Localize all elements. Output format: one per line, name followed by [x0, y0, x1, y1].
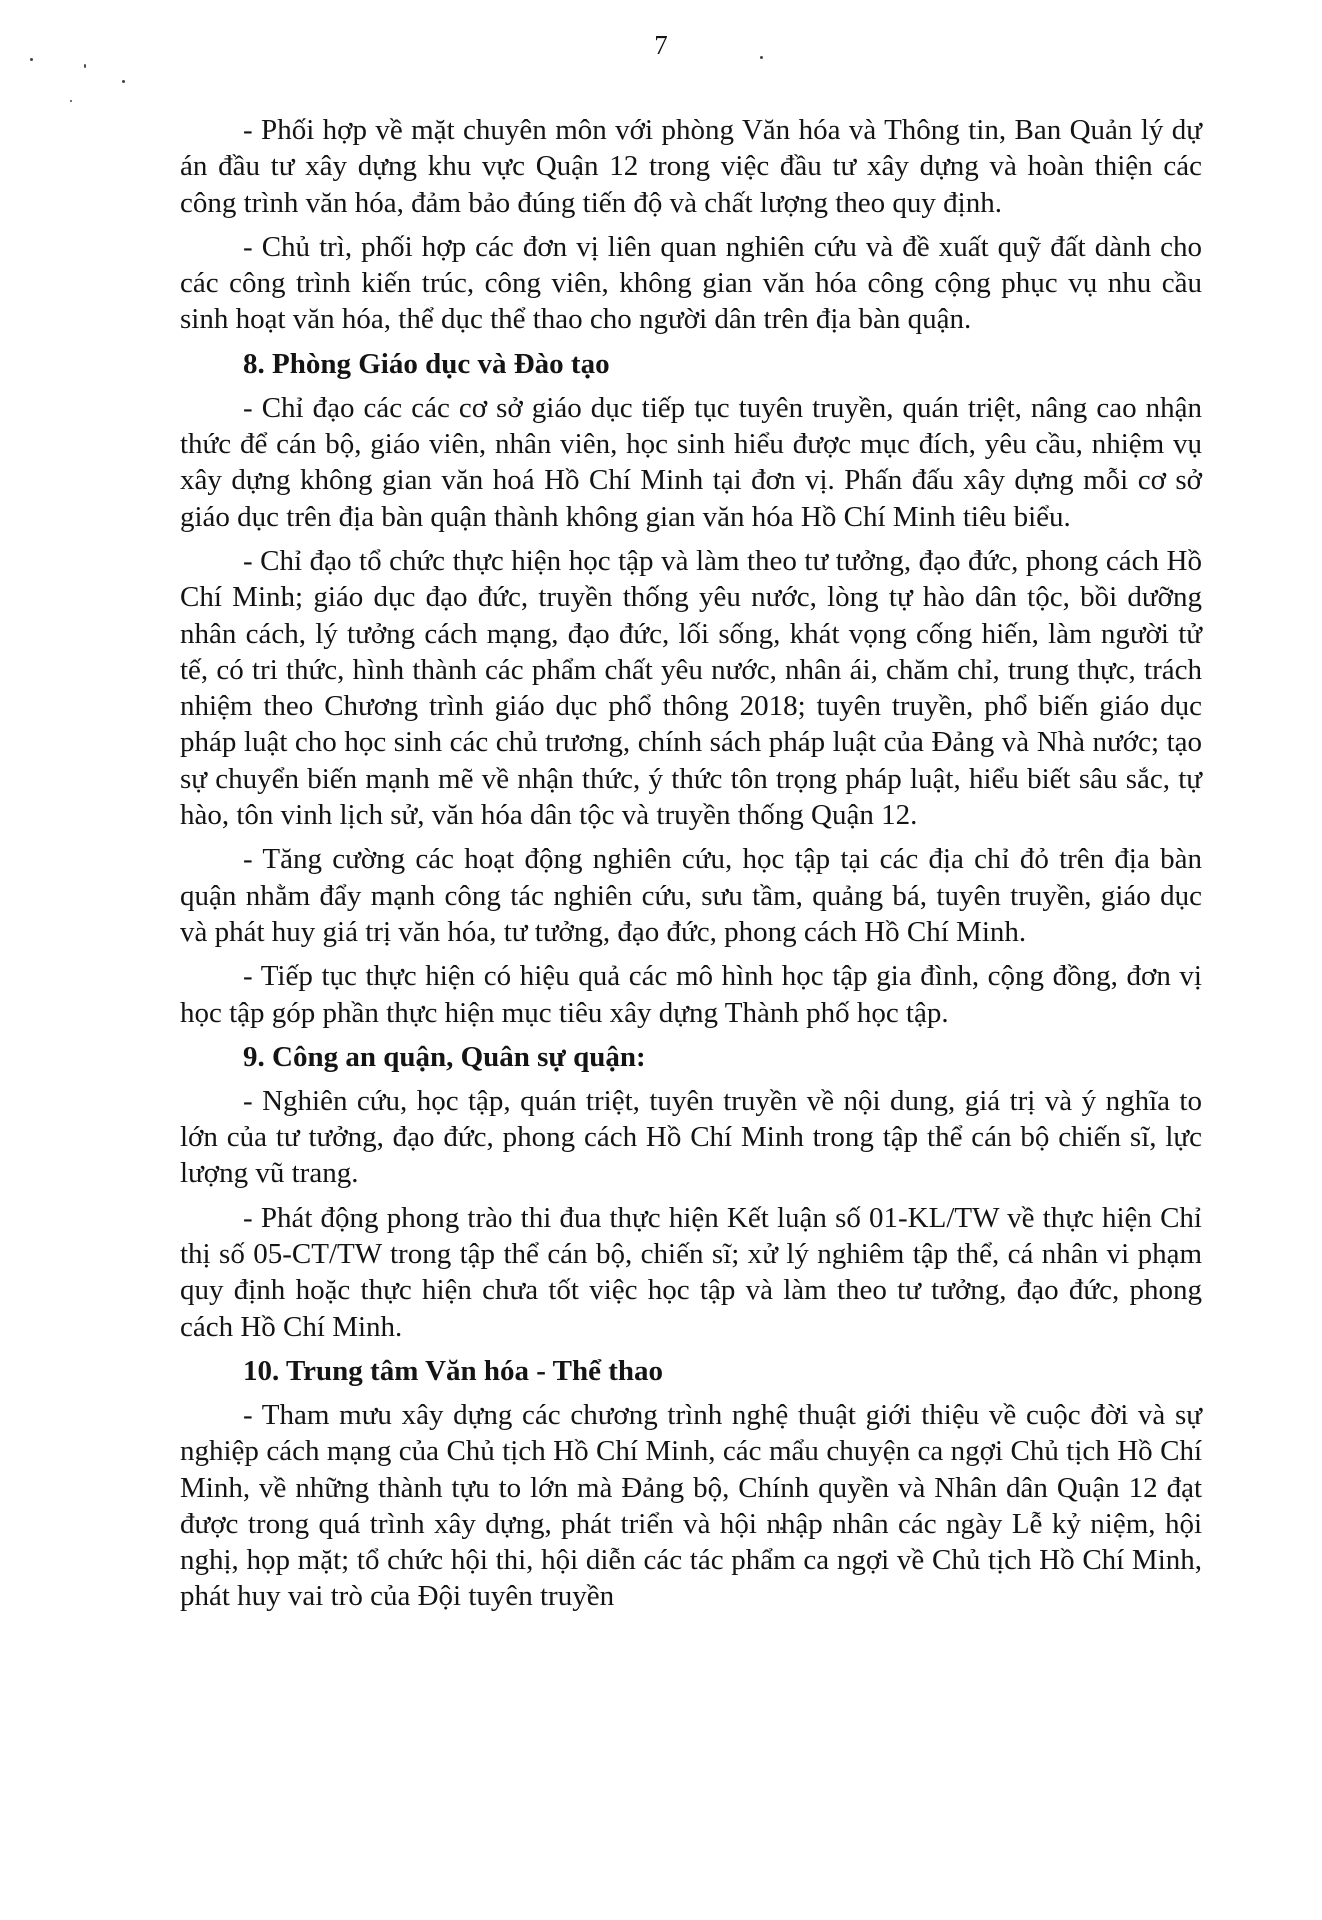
body-paragraph: - Phát động phong trào thi đua thực hiện Kết luận số 01-KL/TW về thực hiện Chỉ thị số 05-CT/TW trong tập thể cán bộ, chiến sĩ; xử lý nghiêm tập thể, cá nhân vi phạm quy định hoặc thực hiện chưa tốt việc học tập và làm theo tư tưởng, đạo đức, phong cách Hồ Chí Minh.	[180, 1201, 1202, 1343]
body-paragraph: - Tiếp tục thực hiện có hiệu quả các mô hình học tập gia đình, cộng đồng, đơn vị học tập góp phần thực hiện mục tiêu xây dựng Thành phố học tập.	[180, 960, 1202, 1029]
body-paragraph: - Nghiên cứu, học tập, quán triệt, tuyên truyền về nội dung, giá trị và ý nghĩa to lớn của tư tưởng, đạo đức, phong cách Hồ Chí Minh trong tập thể cán bộ chiến sĩ, lực lượng vũ trang.	[180, 1084, 1202, 1190]
section-heading: 9. Công an quận, Quân sự quận:	[243, 1040, 646, 1073]
body-paragraph: - Tăng cường các hoạt động nghiên cứu, học tập tại các địa chỉ đỏ trên địa bàn quận nhằm đẩy mạnh công tác nghiên cứu, sưu tầm, quảng bá, tuyên truyền, giáo dục và phát huy giá trị văn hóa, tư tưởng, đạo đức, phong cách Hồ Chí Minh.	[180, 843, 1202, 948]
body-paragraph: - Chỉ đạo tổ chức thực hiện học tập và làm theo tư tưởng, đạo đức, phong cách Hồ Chí Minh; giáo dục đạo đức, truyền thống yêu nước, lòng tự hào dân tộc, bồi dưỡng nhân cách, lý tưởng cách mạng, đạo đức, lối sống, khát vọng cống hiến, làm người tử tế, có tri thức, hình thành các phẩm chất yêu nước, nhân ái, chăm chỉ, trung thực, trách nhiệm theo Chương trình giáo dục phổ thông 2018; tuyên truyền, phổ biến giáo dục pháp luật cho học sinh các chủ trương, chính sách pháp luật của Đảng và Nhà nước; tạo sự chuyển biến mạnh mẽ về nhận thức, ý thức tôn trọng pháp luật, hiểu biết sâu sắc, tự hào, tôn vinh lịch sử, văn hóa dân tộc và truyền thống Quận 12.	[180, 544, 1202, 832]
body-paragraph: - Tham mưu xây dựng các chương trình nghệ thuật giới thiệu về cuộc đời và sự nghiệp cách mạng của Chủ tịch Hồ Chí Minh, các mẩu chuyện ca ngợi Chủ tịch Hồ Chí Minh, về những thành tựu to lớn mà Đảng bộ, Chính quyền và Nhân dân Quận 12 đạt được trong quá trình xây dựng, phát triển và hội nhập nhân các ngày Lễ kỷ niệm, hội nghị, họp mặt; tổ chức hội thi, hội diễn các tác phẩm ca ngợi về Chủ tịch Hồ Chí Minh, phát huy vai trò của Đội tuyên truyền	[180, 1398, 1202, 1613]
page-number: 7	[654, 30, 668, 60]
section-heading: 8. Phòng Giáo dục và Đào tạo	[243, 347, 610, 380]
document-body	[180, 112, 1202, 1623]
section-heading: 10. Trung tâm Văn hóa - Thể thao	[243, 1354, 664, 1387]
body-paragraph: - Phối hợp về mặt chuyên môn với phòng Văn hóa và Thông tin, Ban Quản lý dự án đầu tư xây dựng khu vực Quận 12 trong việc đầu tư xây dựng và hoàn thiện các công trình văn hóa, đảm bảo đúng tiến độ và chất lượng theo quy định.	[180, 114, 1202, 219]
body-paragraph: - Chỉ đạo các các cơ sở giáo dục tiếp tục tuyên truyền, quán triệt, nâng cao nhận thức để cán bộ, giáo viên, nhân viên, học sinh hiểu được mục đích, yêu cầu, nhiệm vụ xây dựng không gian văn hoá Hồ Chí Minh tại đơn vị. Phấn đấu xây dựng mỗi cơ sở giáo dục trên địa bàn quận thành không gian văn hóa Hồ Chí Minh tiêu biểu.	[180, 391, 1202, 533]
body-paragraph: - Chủ trì, phối hợp các đơn vị liên quan nghiên cứu và đề xuất quỹ đất dành cho các công trình kiến trúc, công viên, không gian văn hóa công cộng phục vụ nhu cầu sinh hoạt văn hóa, thể dục thể thao cho người dân trên địa bàn quận.	[180, 230, 1202, 336]
